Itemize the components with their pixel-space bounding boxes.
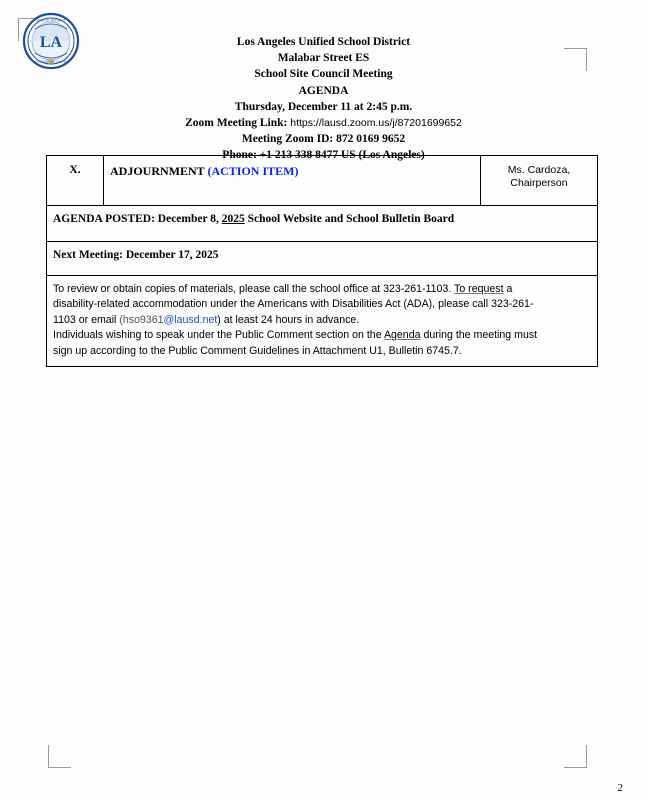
zoom-link-label: Zoom Meeting Link: <box>185 117 288 130</box>
header-school: Malabar Street ES <box>277 52 370 65</box>
person-role: Chairperson <box>510 177 568 189</box>
table-row <box>47 156 598 206</box>
notes-email-user: (hso9361 <box>119 313 164 326</box>
zoom-link-url[interactable]: https://lausd.zoom.us/j/87201699652 <box>290 117 462 130</box>
agenda-item-action-tag: (ACTION ITEM) <box>207 164 299 178</box>
notes-cell <box>47 276 598 367</box>
agenda-item-title <box>104 156 481 206</box>
svg-text:LA: LA <box>39 34 63 51</box>
notes-line-5: sign up according to the Public Comment Guidelines in Attachment U1, Bulletin 6745.7. <box>53 344 462 357</box>
next-meeting-label: Next Meeting: <box>53 249 123 261</box>
agenda-item-person <box>481 156 598 206</box>
notes-public-comment-b: during the meeting must <box>423 329 538 342</box>
agenda-posted-where: School Website and School Bulletin Board <box>247 213 455 225</box>
zoom-id-label: Meeting Zoom ID: <box>241 133 334 146</box>
notes-agenda-underlined: Agenda <box>383 329 421 342</box>
notes-text-b: To request <box>454 283 504 295</box>
crop-mark-bottom-left <box>48 745 71 768</box>
header-meeting: School Site Council Meeting <box>254 68 393 81</box>
agenda-posted-date: December 8, <box>157 213 219 225</box>
agenda-posted-label: AGENDA POSTED: <box>53 213 155 225</box>
notes-text-a: To review or obtain copies of materials, please call the school office at 323-261-1103. <box>53 283 452 295</box>
agenda-table <box>46 155 598 367</box>
notes-line-2: disability-related accommodation under the Americans with Disabilities Act (ADA), please call 323-261- <box>53 298 534 311</box>
notes-text-c: a <box>506 283 513 295</box>
agenda-posted-year: 2025 <box>221 213 245 225</box>
zoom-id-value: 872 0169 9652 <box>336 133 406 146</box>
header-phone: Phone: +1 213 338 8477 US (Los Angeles) <box>222 149 425 162</box>
next-meeting-date: December 17, 2025 <box>125 249 219 261</box>
person-name: Ms. Cardoza, <box>507 164 571 176</box>
svg-text:LOS ANGELES UNIFIED: LOS ANGELES UNIFIED <box>33 60 69 64</box>
notes-line-1 <box>53 282 589 296</box>
notes-line-4 <box>53 328 589 342</box>
header-zoom-id-row <box>0 131 647 147</box>
page-number: 2 <box>617 782 623 794</box>
agenda-posted-cell <box>47 206 598 242</box>
header-doc-type: AGENDA <box>298 84 349 97</box>
notes-public-comment-a: Individuals wishing to speak under the Public Comment section on the <box>53 329 382 342</box>
agenda-item-number: X. <box>47 156 104 206</box>
notes-email-domain[interactable]: @lausd.net <box>163 313 218 326</box>
agenda-item-label: ADJOURNMENT <box>110 164 205 178</box>
table-row-notes <box>47 276 598 367</box>
header-zoom-link-row <box>0 115 647 131</box>
table-row-posted <box>47 206 598 242</box>
svg-text:SCHOOL DISTRICT: SCHOOL DISTRICT <box>36 18 66 23</box>
header-district: Los Angeles Unified School District <box>236 36 411 48</box>
notes-line-3 <box>53 313 589 327</box>
document-header <box>0 34 647 164</box>
crop-mark-bottom-right <box>564 745 587 768</box>
next-meeting-cell <box>47 242 598 276</box>
notes-email-suffix: ) at least 24 hours in advance. <box>217 313 360 326</box>
table-row-next-meeting <box>47 242 598 276</box>
notes-email-prefix: 1103 or email <box>53 313 117 326</box>
header-datetime: Thursday, December 11 at 2:45 p.m. <box>234 100 413 113</box>
